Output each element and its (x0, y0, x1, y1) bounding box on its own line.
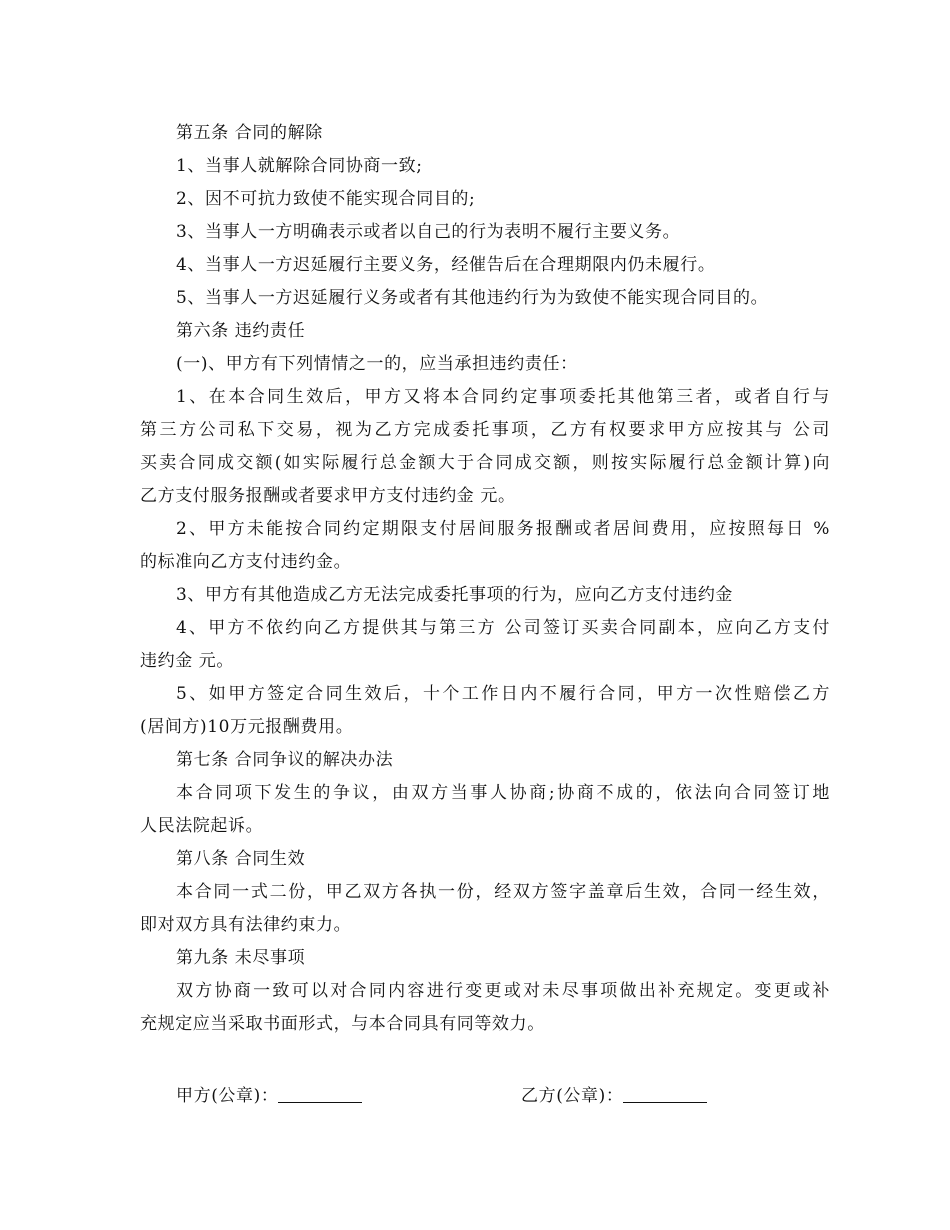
article-5-item-1: 1、当事人就解除合同协商一致; (176, 156, 423, 176)
article-9-heading: 第九条 未尽事项 (176, 948, 306, 968)
article-8-body-line-1: 本合同一式二份，甲乙双方各执一份，经双方签字盖章后生效，合同一经生效， (176, 882, 830, 902)
article-6-item-2-line-2: 的标准向乙方支付违约金。 (140, 552, 352, 572)
article-7-body-line-2: 人民法院起诉。 (140, 816, 264, 836)
article-6-item-3: 3、甲方有其他造成乙方无法完成委托事项的行为，应向乙方支付违约金 (176, 585, 734, 605)
article-8-body-line-2: 即对双方具有法律约束力。 (140, 915, 352, 935)
article-5-item-2: 2、因不可抗力致使不能实现合同目的; (176, 189, 476, 209)
party-b-signature (521, 1080, 707, 1113)
article-6-item-1-line-3: 买卖合同成交额(如实际履行总金额大于合同成交额，则按实际履行总金额计算)向 (140, 453, 830, 473)
article-9-body-line-2: 充规定应当采取书面形式，与本合同具有同等效力。 (140, 1014, 545, 1034)
contract-body (140, 117, 830, 1041)
article-6-section-1: (一)、甲方有下列情情之一的，应当承担违约责任： (176, 354, 578, 374)
article-6-item-4-line-2: 违约金 元。 (140, 651, 235, 671)
article-6-item-2-line-1: 2、甲方未能按合同约定期限支付居间服务报酬或者居间费用，应按照每日 % (176, 519, 830, 539)
article-6-item-4-line-1: 4、甲方不依约向乙方提供其与第三方 公司签订买卖合同副本，应向乙方支付 (176, 618, 830, 638)
article-9-body-line-1: 双方协商一致可以对合同内容进行变更或对未尽事项做出补充规定。变更或补 (176, 981, 830, 1001)
article-6-item-1-line-4: 乙方支付服务报酬或者要求甲方支付违约金 元。 (140, 486, 516, 506)
party-b-label: 乙方(公章)： (521, 1086, 624, 1106)
party-a-label: 甲方(公章)： (176, 1086, 279, 1106)
article-7-body-line-1: 本合同项下发生的争议，由双方当事人协商;协商不成的，依法向合同签订地 (176, 783, 830, 803)
article-5-item-4: 4、当事人一方迟延履行主要义务，经催告后在合理期限内仍未履行。 (176, 255, 716, 275)
article-6-item-1-line-1: 1、在本合同生效后，甲方又将本合同约定事项委托其他第三者，或者自行与 (176, 387, 830, 407)
signature-row (176, 1080, 796, 1113)
party-a-signature (176, 1080, 362, 1113)
article-5-item-3: 3、当事人一方明确表示或者以自己的行为表明不履行主要义务。 (176, 222, 681, 242)
article-6-heading: 第六条 违约责任 (176, 321, 306, 341)
party-a-signature-blank (278, 1082, 362, 1103)
article-5-item-5: 5、当事人一方迟延履行义务或者有其他违约行为为致使不能实现合同目的。 (176, 288, 769, 308)
article-8-heading: 第八条 合同生效 (176, 849, 306, 869)
article-5-heading: 第五条 合同的解除 (176, 123, 323, 143)
party-b-signature-blank (623, 1082, 707, 1103)
article-7-heading: 第七条 合同争议的解决办法 (176, 750, 394, 770)
article-6-item-5-line-2: (居间方)10万元报酬费用。 (140, 717, 354, 737)
article-6-item-5-line-1: 5、如甲方签定合同生效后，十个工作日内不履行合同，甲方一次性赔偿乙方 (176, 684, 830, 704)
article-6-item-1-line-2: 第三方公司私下交易，视为乙方完成委托事项，乙方有权要求甲方应按其与 公司 (140, 420, 830, 440)
